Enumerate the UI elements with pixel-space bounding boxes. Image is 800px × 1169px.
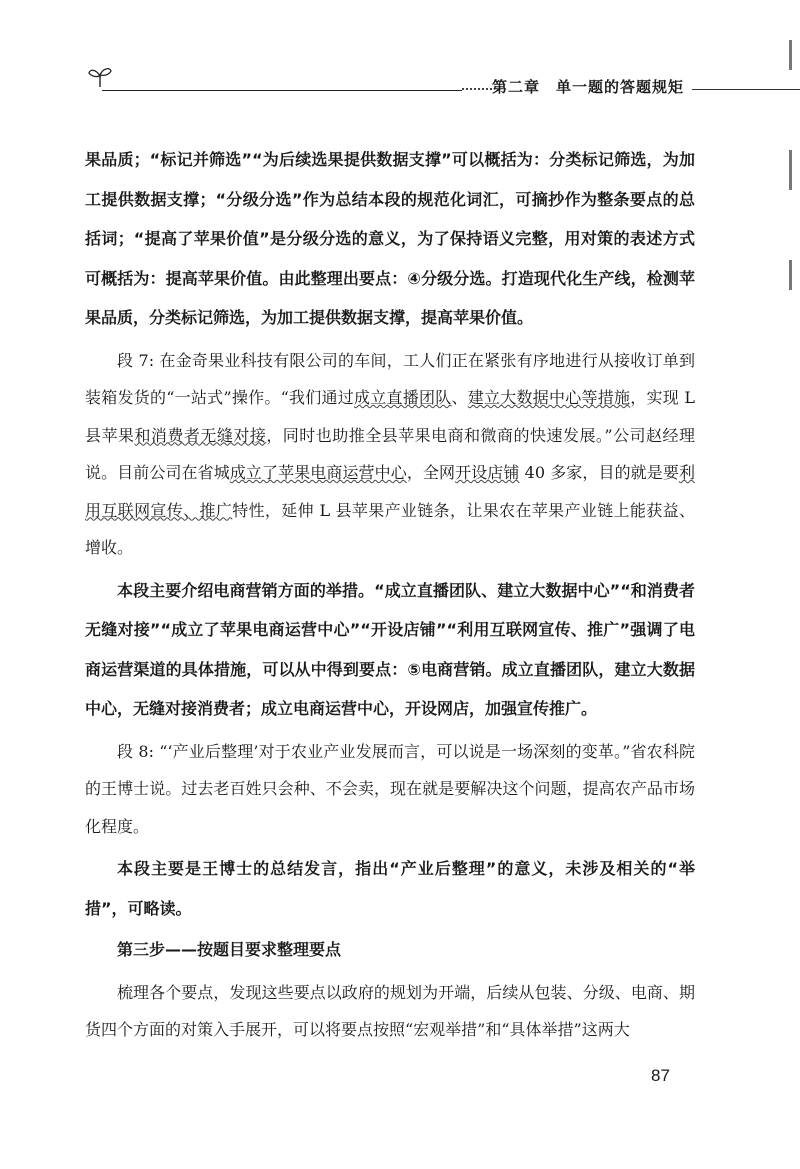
page-number: 87 (651, 1066, 670, 1085)
running-header (88, 62, 800, 102)
source-paragraph-8: 段 8: “‘产业后整理’对于农业产业发展而言，可以说是一场深刻的变革。”省农科院的王博士说。过去老百姓只会种、不会卖，现在就是要解决这个问题，提高农产品市场化程度。 (85, 741, 695, 836)
summary-paragraph: 梳理各个要点，发现这些要点以政府的规划为开端，后续从包装、分级、电商、期货四个方面的对策入手展开，可以将要点按照“宏观举措”和“具体举措”这两大 (85, 982, 695, 1039)
analysis-paragraph-1: 果品质；“标记并筛选”“为后续选果提供数据支撑”可以概括为：分类标记筛选，为加工提供数据支撑；“分级分选”作为总结本段的规范化词汇，可摘抄作为整条要点的总括词；“提高了苹果价值”是分级分选的意义，为了保持语义完整，用对策的表述方式可概括为：提高苹果价值。由此整理出要点：④分级分选。打造现代化生产线，检测苹果品质，分类标记筛选，为加工提供数据支撑，提高苹果价值。 (85, 150, 695, 327)
header-rule (102, 90, 462, 91)
page-body (85, 140, 695, 1049)
underlined-phrase: 建立大数据中心等措施 (467, 388, 631, 407)
analysis-paragraph-3: 本段主要是王博士的总结发言，指出“产业后整理”的意义，未涉及相关的“举措”，可略读。 (85, 859, 695, 918)
chapter-label: 第二章 (492, 78, 541, 96)
source-paragraph-7: 段 7: 在金奇果业科技有限公司的车间，工人们正在紧张有序地进行从接收订单到装箱发货的“一站式”操作。“我们通过成立直播团队、建立大数据中心等措施，实现 L 县苹果和消费者无缝对接，同时也助推全县苹果电商和微商的快速发展。”公司赵经理说。目前公司在省城成立了苹果电商运营中心，全网开设店铺 40 多家，目的就是要利用互联网宣传、推广特性，延伸 L 县苹果产业链条，让果农在苹果产业链上能获益、增收。 (85, 350, 695, 557)
underlined-phrase: 成立了苹果电商运营中心 (229, 463, 407, 482)
header-title (492, 76, 684, 97)
header-rule-right (692, 89, 800, 90)
underlined-phrase: 成立直播团队 (354, 388, 452, 407)
step-heading: 第三步——按题目要求整理要点 (117, 940, 342, 959)
chapter-title: 单一题的答题规矩 (556, 78, 685, 96)
underlined-phrase: 和消费者无缝对接 (134, 425, 267, 445)
underlined-phrase: 利用互联网宣传、推广 (85, 463, 695, 520)
analysis-paragraph-2: 本段主要介绍电商营销方面的举措。“成立直播团队、建立大数据中心”“和消费者无缝对接”“成立了苹果电商运营中心”“开设店铺”“利用互联网宣传、推广”强调了电商运营渠道的具体措施，可以从中得到要点：⑤电商营销。成立直播团队，建立大数据中心，无缝对接消费者；成立电商运营中心，开设网店，加强宣传推广。 (85, 580, 695, 718)
underlined-phrase: 开设店铺 (455, 463, 520, 482)
header-dotted-rule (462, 88, 492, 90)
scan-edge-mark (789, 260, 792, 290)
scan-edge-mark (789, 150, 792, 190)
scan-edge-mark (789, 40, 792, 70)
sprout-icon (88, 66, 112, 88)
